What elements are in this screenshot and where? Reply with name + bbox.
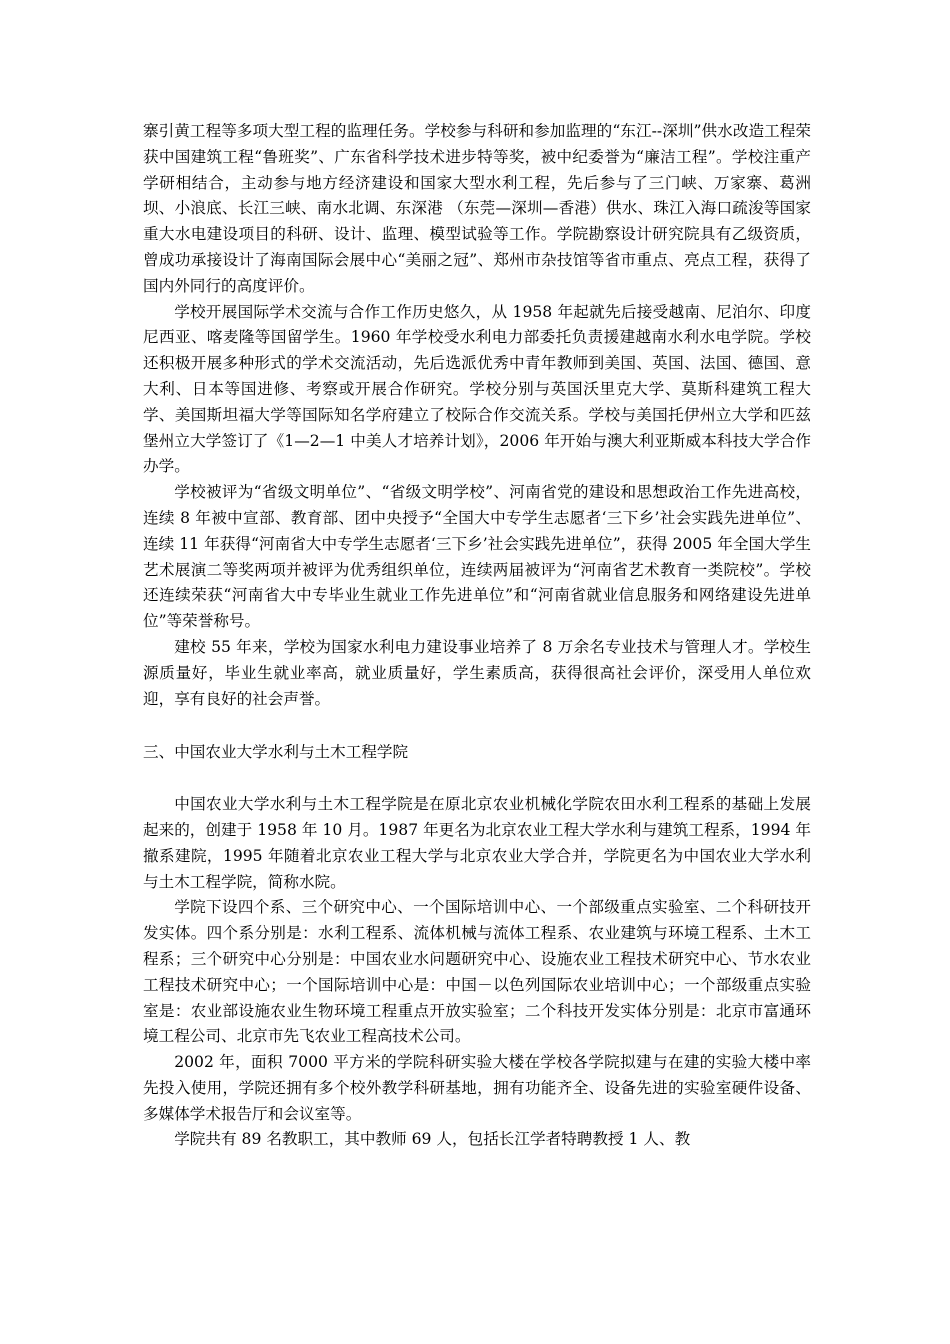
paragraph-international-exchange: 学校开展国际学术交流与合作工作历史悠久，从 1958 年起就先后接受越南、尼泊尔、印度尼西亚、喀麦隆等国留学生。1960 年学校受水利电力部委托负责援建越南水利水电学院。学校还积极开展多种形式的学术交流活动，先后选派优秀中青年教师到美国、英国、法国、德国、意大利、日本等国进修、考察或开展合作研究。学校分别与英国沃里克大学、莫斯科建筑工程大学、美国斯坦福大学等国际知名学府建立了校际合作交流关系。学校与美国托伊州立大学和匹兹堡州立大学签订了《1—2—1 中美人才培养计划》，2006 年开始与澳大利亚斯威本科技大学合作办学。 [143,302,811,476]
spacer [143,766,811,792]
document-page [143,119,811,1153]
paragraph-honors: 学校被评为“省级文明单位”、“省级文明学校”、河南省党的建设和思想政治工作先进高校，连续 8 年被中宣部、教育部、团中央授予“全国大中专学生志愿者‘三下乡’社会实践先进单位”、连续 11 年获得“河南省大中专学生志愿者‘三下乡’社会实践先进单位”，获得 2005 年全国大学生艺术展演二等奖两项并被评为优秀组织单位，连续两届被评为“河南省艺术教育一类院校”。学校还连续荣获“河南省大中专毕业生就业工作先进单位”和“河南省就业信息服务和网络建设先进单位”等荣誉称号。 [143,483,811,631]
paragraph-staff: 学院共有 89 名教职工，其中教师 69 人，包括长江学者特聘教授 1 人、教 [174,1130,691,1149]
section-heading: 三、中国农业大学水利与土木工程学院 [143,743,409,762]
spacer [143,712,811,740]
paragraph-graduates: 建校 55 年来，学校为国家水利电力建设事业培养了 8 万余名专业技术与管理人才。学校生源质量好，毕业生就业率高，就业质量好，学生素质高，获得很高社会评价，深受用人单位欢迎，享有良好的社会声誉。 [143,637,811,708]
paragraph-continuation: 寨引黄工程等多项大型工程的监理任务。学校参与科研和参加监理的“东江--深圳”供水改造工程荣获中国建筑工程“鲁班奖”、广东省科学技术进步特等奖，被中纪委誉为“廉洁工程”。学校注重产学研相结合，主动参与地方经济建设和国家大型水利工程，先后参与了三门峡、万家寨、葛洲坝、小浪底、长江三峡、南水北调、东深港 （东莞—深圳—香港）供水、珠江入海口疏浚等国家重大水电建设项目的科研、设计、监理、模型试验等工作。学院勘察设计研究院具有乙级资质，曾成功承接设计了海南国际会展中心“美丽之冠”、郑州市杂技馆等省市重点、亮点工程，获得了国内外同行的高度评价。 [143,122,811,295]
paragraph-college-history: 中国农业大学水利与土木工程学院是在原北京农业机械化学院农田水利工程系的基础上发展起来的，创建于 1958 年 10 月。1987 年更名为北京农业工程大学水利与建筑工程系，1994 年撤系建院，1995 年随着北京农业工程大学与北京农业大学合并，学院更名为中国农业大学水利与土木工程学院，简称水院。 [143,795,811,891]
paragraph-lab-building: 2002 年，面积 7000 平方米的学院科研实验大楼在学校各学院拟建与在建的实验大楼中率先投入使用，学院还拥有多个校外教学科研基地，拥有功能齐全、设备先进的实验室硬件设备、多媒体学术报告厅和会议室等。 [143,1053,811,1123]
paragraph-college-structure: 学院下设四个系、三个研究中心、一个国际培训中心、一个部级重点实验室、二个科研技开发实体。四个系分别是：水利工程系、流体机械与流体工程系、农业建筑与环境工程系、土木工程系；三个研究中心分别是：中国农业水问题研究中心、设施农业工程技术研究中心、节水农业工程技术研究中心；一个国际培训中心是：中国－以色列国际农业培训中心；一个部级重点实验室是：农业部设施农业生物环境工程重点开放实验室；二个科技开发实体分别是：北京市富通环境工程公司、北京市先飞农业工程高技术公司。 [143,898,811,1046]
